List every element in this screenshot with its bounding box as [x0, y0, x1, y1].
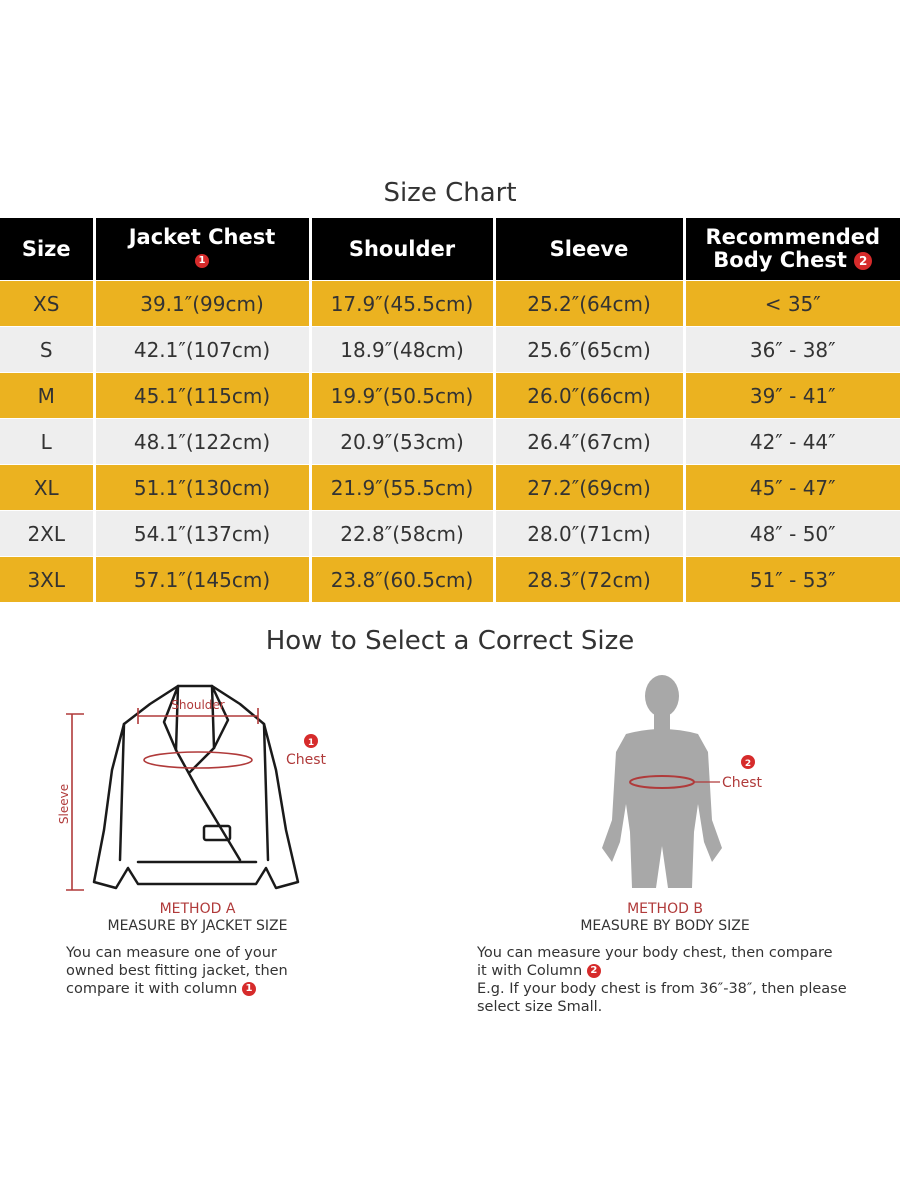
how-to-select-title: How to Select a Correct Size: [265, 626, 635, 656]
cell-body-chest: < 35″: [684, 281, 900, 327]
cell-shoulder: 20.9″(53cm): [310, 419, 494, 465]
table-row: [0, 327, 900, 373]
cell-size: M: [0, 373, 94, 419]
method-b-title: [540, 901, 790, 935]
cell-jacket-chest: 45.1″(115cm): [94, 373, 310, 419]
table-row: [0, 511, 900, 557]
jacket-collar-icon: [164, 686, 228, 750]
size-table: [0, 218, 900, 602]
cell-size: 3XL: [0, 557, 94, 603]
cell-jacket-chest: 51.1″(130cm): [94, 465, 310, 511]
cell-body-chest: 48″ - 50″: [684, 511, 900, 557]
cell-size: XS: [0, 281, 94, 327]
table-row: [0, 373, 900, 419]
header-size: Size: [0, 218, 94, 281]
cell-shoulder: 17.9″(45.5cm): [310, 281, 494, 327]
chest-label-a: Chest: [286, 752, 327, 768]
cell-size: L: [0, 419, 94, 465]
table-header-row: [0, 218, 900, 281]
cell-sleeve: 28.0″(71cm): [494, 511, 684, 557]
header-recommended-body-chest: [684, 218, 900, 281]
method-a-name: METHOD A: [159, 901, 236, 917]
jacket-measurement-illustration: [50, 672, 340, 902]
cell-jacket-chest: 57.1″(145cm): [94, 557, 310, 603]
cell-size: XL: [0, 465, 94, 511]
size-chart-title: Size Chart: [383, 178, 517, 208]
cell-sleeve: 25.2″(64cm): [494, 281, 684, 327]
cell-body-chest: 45″ - 47″: [684, 465, 900, 511]
cell-sleeve: 26.0″(66cm): [494, 373, 684, 419]
header-body-chest-label: Body Chest: [713, 248, 847, 272]
method-a-description: You can measure one of your owned best fitting jacket, then compare it with column 1: [66, 945, 288, 997]
method-b-subtitle: MEASURE BY BODY SIZE: [580, 918, 750, 934]
cell-sleeve: 26.4″(67cm): [494, 419, 684, 465]
cell-shoulder: 19.9″(50.5cm): [310, 373, 494, 419]
method-a-subtitle: MEASURE BY JACKET SIZE: [107, 918, 288, 934]
sleeve-label: Sleeve: [57, 783, 71, 825]
header-jacket-chest-label: Jacket Chest: [128, 225, 276, 249]
badge-2-icon: 2: [587, 964, 601, 978]
table-row: [0, 465, 900, 511]
jacket-sleeve-seam-icon: [120, 724, 268, 860]
jacket-zipper-icon: [176, 748, 240, 860]
shoulder-label: Shoulder: [171, 698, 225, 712]
table-row: [0, 419, 900, 465]
cell-jacket-chest: 48.1″(122cm): [94, 419, 310, 465]
chest-badge-a: 1: [307, 738, 315, 748]
badge-1-icon: 1: [242, 982, 256, 996]
cell-size: 2XL: [0, 511, 94, 557]
header-jacket-chest: [94, 218, 310, 281]
method-b-description: You can measure your body chest, then compare it with Column 2 E.g. If your body chest is from 36″-38″, then please select size Small.: [477, 945, 847, 1015]
cell-body-chest: 36″ - 38″: [684, 327, 900, 373]
header-sleeve: Sleeve: [494, 218, 684, 281]
cell-shoulder: 23.8″(60.5cm): [310, 557, 494, 603]
header-recommended-label: Recommended: [705, 225, 881, 249]
cell-jacket-chest: 54.1″(137cm): [94, 511, 310, 557]
cell-shoulder: 18.9″(48cm): [310, 327, 494, 373]
cell-sleeve: 27.2″(69cm): [494, 465, 684, 511]
chest-badge-b: 2: [744, 759, 752, 769]
table-row: [0, 281, 900, 327]
table-row: [0, 557, 900, 603]
method-a-title: [70, 901, 325, 935]
cell-jacket-chest: 39.1″(99cm): [94, 281, 310, 327]
cell-jacket-chest: 42.1″(107cm): [94, 327, 310, 373]
cell-size: S: [0, 327, 94, 373]
cell-body-chest: 42″ - 44″: [684, 419, 900, 465]
method-b-name: METHOD B: [627, 901, 703, 917]
cell-shoulder: 22.8″(58cm): [310, 511, 494, 557]
cell-body-chest: 51″ - 53″: [684, 557, 900, 603]
badge-1-icon: 1: [195, 254, 209, 268]
cell-sleeve: 25.6″(65cm): [494, 327, 684, 373]
header-shoulder: Shoulder: [310, 218, 494, 281]
cell-shoulder: 21.9″(55.5cm): [310, 465, 494, 511]
body-measurement-illustration: [590, 674, 790, 894]
chest-label-b: Chest: [722, 775, 763, 791]
cell-body-chest: 39″ - 41″: [684, 373, 900, 419]
cell-sleeve: 28.3″(72cm): [494, 557, 684, 603]
badge-2-icon: 2: [854, 252, 872, 270]
